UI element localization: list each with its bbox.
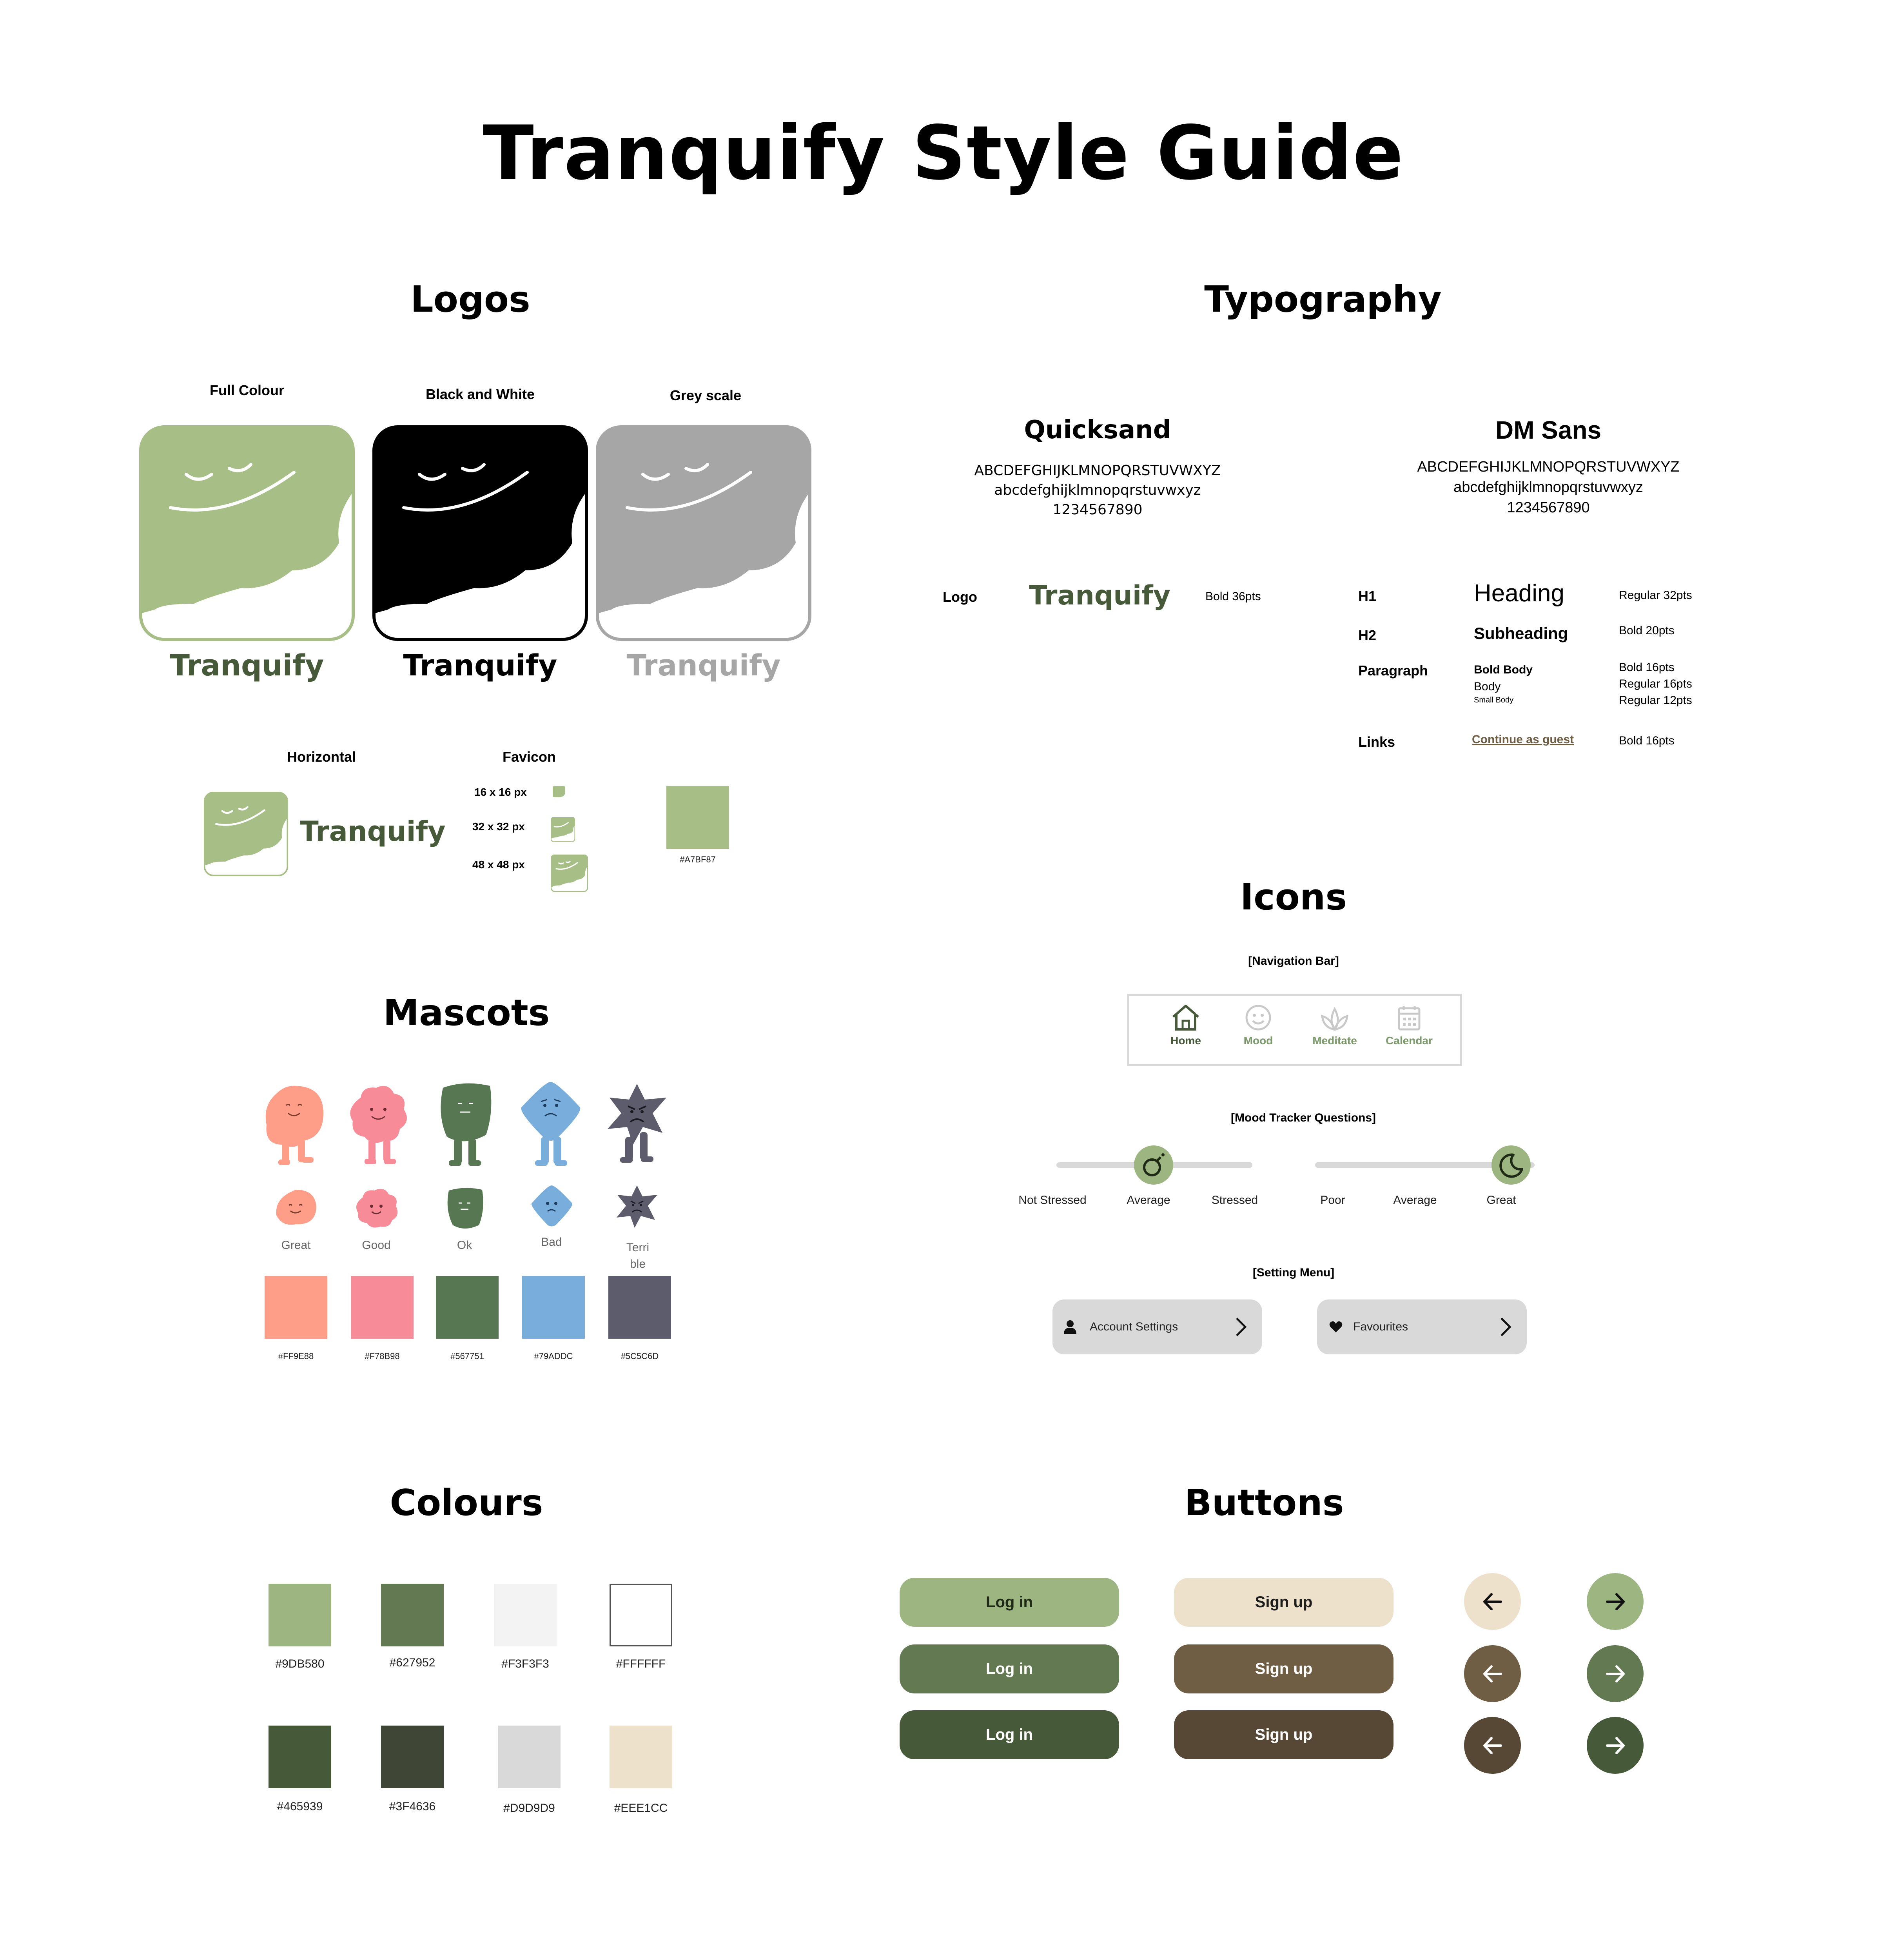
font2-digits: 1234567890	[1507, 499, 1590, 516]
back-button-light[interactable]	[1464, 1573, 1521, 1630]
nav-item-home[interactable]	[1156, 1004, 1215, 1047]
typography-heading: Typography	[1204, 278, 1442, 320]
nav-item-label: Meditate	[1312, 1034, 1357, 1047]
mascot-label-good: Good	[362, 1239, 391, 1252]
chevron-right-icon	[1497, 1315, 1513, 1339]
mascot-great-small	[272, 1186, 319, 1229]
type-bold-body-spec: Bold 16pts	[1619, 661, 1675, 674]
type-h2-label: H2	[1358, 627, 1377, 643]
account-settings-item[interactable]	[1052, 1299, 1262, 1354]
mood-tracker-title: [Mood Tracker Questions]	[1230, 1111, 1376, 1124]
nav-bar-title: [Navigation Bar]	[1248, 955, 1339, 967]
login-button-dark[interactable]: Log in	[900, 1710, 1119, 1759]
heart-icon	[1329, 1320, 1343, 1334]
type-logo-label: Logo	[943, 589, 977, 605]
colour-swatch-f3f3f3	[494, 1584, 557, 1646]
mascot-ok-small	[443, 1186, 486, 1231]
colour-hex-3f4636: #3F4636	[389, 1800, 436, 1813]
favicon-size-48: 48 x 48 px	[472, 858, 525, 871]
arrow-left-icon	[1479, 1732, 1506, 1759]
logo-label-black-white: Black and White	[425, 386, 535, 402]
type-h1-sample: Heading	[1474, 580, 1564, 607]
favicon-16	[553, 786, 565, 797]
colour-hex-627952: #627952	[389, 1656, 435, 1669]
type-links-spec: Bold 16pts	[1619, 734, 1675, 747]
stress-icon	[1134, 1145, 1173, 1185]
mascot-swatch-terrible	[608, 1276, 671, 1339]
colour-hex-ffffff: #FFFFFF	[616, 1657, 666, 1670]
sleep-slider-thumb[interactable]	[1491, 1145, 1531, 1185]
favicon-48	[551, 855, 588, 892]
arrow-left-icon	[1479, 1660, 1506, 1688]
favourites-label: Favourites	[1353, 1320, 1408, 1333]
smiley-icon	[1243, 1004, 1274, 1032]
font1-name: Quicksand	[1024, 416, 1171, 445]
stress-label-low: Not Stressed	[1018, 1194, 1087, 1207]
logos-heading: Logos	[410, 278, 530, 320]
logo-label-full-colour: Full Colour	[210, 382, 284, 398]
favicon-size-16: 16 x 16 px	[474, 786, 527, 798]
wordmark-grey-scale: Tranquify	[626, 649, 781, 682]
font2-name: DM Sans	[1495, 416, 1602, 444]
colours-heading: Colours	[390, 1482, 543, 1524]
mascot-hex-ok: #567751	[450, 1351, 484, 1361]
sleep-label-mid: Average	[1393, 1194, 1437, 1207]
mascot-hex-terrible: #5C5C6D	[621, 1351, 659, 1361]
colour-hex-9db580: #9DB580	[275, 1657, 325, 1670]
type-h1-label: H1	[1358, 588, 1377, 604]
stress-label-high: Stressed	[1211, 1194, 1258, 1207]
type-logo-sample: Tranquify	[1029, 580, 1171, 611]
mascot-terrible-large	[604, 1082, 670, 1168]
colour-hex-465939: #465939	[277, 1800, 323, 1813]
mascot-good-small	[353, 1186, 400, 1229]
mascot-hex-great: #FF9E88	[278, 1351, 314, 1361]
mascot-terrible-small	[613, 1184, 660, 1229]
stress-label-mid: Average	[1127, 1194, 1170, 1207]
next-button-medium[interactable]	[1587, 1645, 1644, 1702]
mascot-good-large	[345, 1082, 412, 1168]
colour-swatch-d9d9d9	[498, 1726, 561, 1788]
nav-item-mood[interactable]	[1229, 1004, 1288, 1047]
type-links-label: Links	[1358, 734, 1395, 750]
font1-lower: abcdefghijklmnopqrstuvwxyz	[994, 482, 1201, 498]
mascot-label-terrible: Terri ble	[626, 1241, 650, 1270]
colour-swatch-ffffff	[610, 1584, 672, 1646]
colour-swatch-9db580	[269, 1584, 331, 1646]
type-paragraph-label: Paragraph	[1358, 662, 1428, 679]
buttons-heading: Buttons	[1184, 1482, 1344, 1524]
type-h2-sample: Subheading	[1474, 624, 1568, 642]
favicon-32	[551, 817, 575, 842]
arrow-right-icon	[1602, 1732, 1629, 1759]
calendar-icon	[1393, 1004, 1425, 1032]
colour-hex-eee1cc: #EEE1CC	[614, 1802, 668, 1815]
colour-swatch-465939	[269, 1726, 331, 1788]
mascot-bad-small	[529, 1184, 574, 1229]
mascot-label-bad: Bad	[541, 1236, 562, 1249]
type-small-body: Small Body	[1474, 696, 1514, 704]
type-h1-spec: Regular 32pts	[1619, 589, 1692, 602]
mascot-swatch-ok	[436, 1276, 499, 1339]
mascot-great-large	[261, 1082, 327, 1168]
mascot-label-great: Great	[281, 1239, 311, 1252]
lotus-icon	[1319, 1004, 1350, 1032]
mascot-ok-large	[431, 1080, 498, 1170]
sleep-label-low: Poor	[1320, 1194, 1345, 1207]
nav-item-calendar[interactable]	[1376, 1004, 1442, 1047]
colour-swatch-3f4636	[381, 1726, 444, 1788]
home-icon	[1170, 1004, 1201, 1032]
chevron-right-icon	[1233, 1315, 1248, 1339]
stress-slider-thumb[interactable]	[1134, 1145, 1173, 1185]
favicon-colour-hex: #A7BF87	[680, 855, 716, 864]
nav-item-label: Mood	[1243, 1034, 1273, 1047]
login-button-medium[interactable]: Log in	[900, 1644, 1119, 1693]
login-button-light[interactable]: Log in	[900, 1578, 1119, 1627]
moon-icon	[1491, 1145, 1531, 1185]
type-body: Body	[1474, 680, 1501, 693]
arrow-left-icon	[1479, 1588, 1506, 1615]
mascot-hex-good: #F78B98	[365, 1351, 400, 1361]
logo-label-grey-scale: Grey scale	[670, 387, 742, 403]
type-body-spec: Regular 16pts	[1619, 677, 1692, 690]
favicon-size-32: 32 x 32 px	[472, 820, 525, 833]
logo-horizontal-wordmark: Tranquify	[300, 815, 446, 848]
next-button-light[interactable]	[1587, 1573, 1644, 1630]
nav-item-meditate[interactable]	[1301, 1004, 1368, 1047]
type-link-sample[interactable]: Continue as guest	[1472, 733, 1574, 746]
back-button-dark[interactable]	[1464, 1717, 1521, 1774]
favourites-item[interactable]	[1317, 1299, 1527, 1354]
setting-menu-title: [Setting Menu]	[1252, 1266, 1335, 1279]
signup-button-light[interactable]: Sign up	[1174, 1578, 1393, 1627]
arrow-right-icon	[1602, 1588, 1629, 1615]
nav-item-label: Calendar	[1386, 1034, 1433, 1047]
colour-hex-f3f3f3: #F3F3F3	[501, 1657, 549, 1670]
font2-upper: ABCDEFGHIJKLMNOPQRSTUVWXYZ	[1417, 459, 1680, 475]
mascot-swatch-good	[351, 1276, 414, 1339]
next-button-dark[interactable]	[1587, 1717, 1644, 1774]
arrow-right-icon	[1602, 1660, 1629, 1688]
type-h2-spec: Bold 20pts	[1619, 624, 1675, 637]
colour-swatch-627952	[381, 1584, 444, 1646]
wordmark-black-white: Tranquify	[403, 649, 557, 682]
type-logo-spec: Bold 36pts	[1205, 590, 1261, 603]
mascot-hex-bad: #79ADDC	[534, 1351, 573, 1361]
person-icon	[1062, 1319, 1078, 1335]
horizontal-label: Horizontal	[287, 749, 356, 765]
signup-button-dark[interactable]: Sign up	[1174, 1710, 1393, 1759]
mascot-swatch-great	[265, 1276, 327, 1339]
page-title: Tranquify Style Guide	[483, 110, 1404, 196]
colour-swatch-eee1cc	[610, 1726, 672, 1788]
type-bold-body: Bold Body	[1474, 663, 1533, 676]
wordmark-full-colour: Tranquify	[170, 649, 324, 682]
nav-item-label: Home	[1170, 1034, 1201, 1047]
signup-button-medium[interactable]: Sign up	[1174, 1644, 1393, 1693]
colour-hex-d9d9d9: #D9D9D9	[503, 1802, 555, 1815]
logo-full-colour	[139, 425, 355, 641]
mascot-bad-large	[517, 1080, 584, 1170]
favicon-label: Favicon	[502, 749, 556, 765]
logo-horizontal-mark	[204, 792, 288, 876]
logo-black-white	[372, 425, 588, 641]
icons-heading: Icons	[1240, 876, 1347, 918]
font2-lower: abcdefghijklmnopqrstuvwxyz	[1453, 479, 1643, 495]
logo-grey-scale	[596, 425, 811, 641]
font1-digits: 1234567890	[1052, 502, 1143, 518]
mascots-heading: Mascots	[383, 992, 550, 1034]
type-small-spec: Regular 12pts	[1619, 694, 1692, 707]
font1-upper: ABCDEFGHIJKLMNOPQRSTUVWXYZ	[974, 463, 1221, 479]
mascot-label-ok: Ok	[457, 1239, 472, 1252]
account-settings-label: Account Settings	[1090, 1320, 1178, 1333]
favicon-colour-swatch	[666, 786, 729, 849]
back-button-medium[interactable]	[1464, 1645, 1521, 1702]
sleep-label-high: Great	[1486, 1194, 1516, 1207]
mascot-swatch-bad	[522, 1276, 585, 1339]
